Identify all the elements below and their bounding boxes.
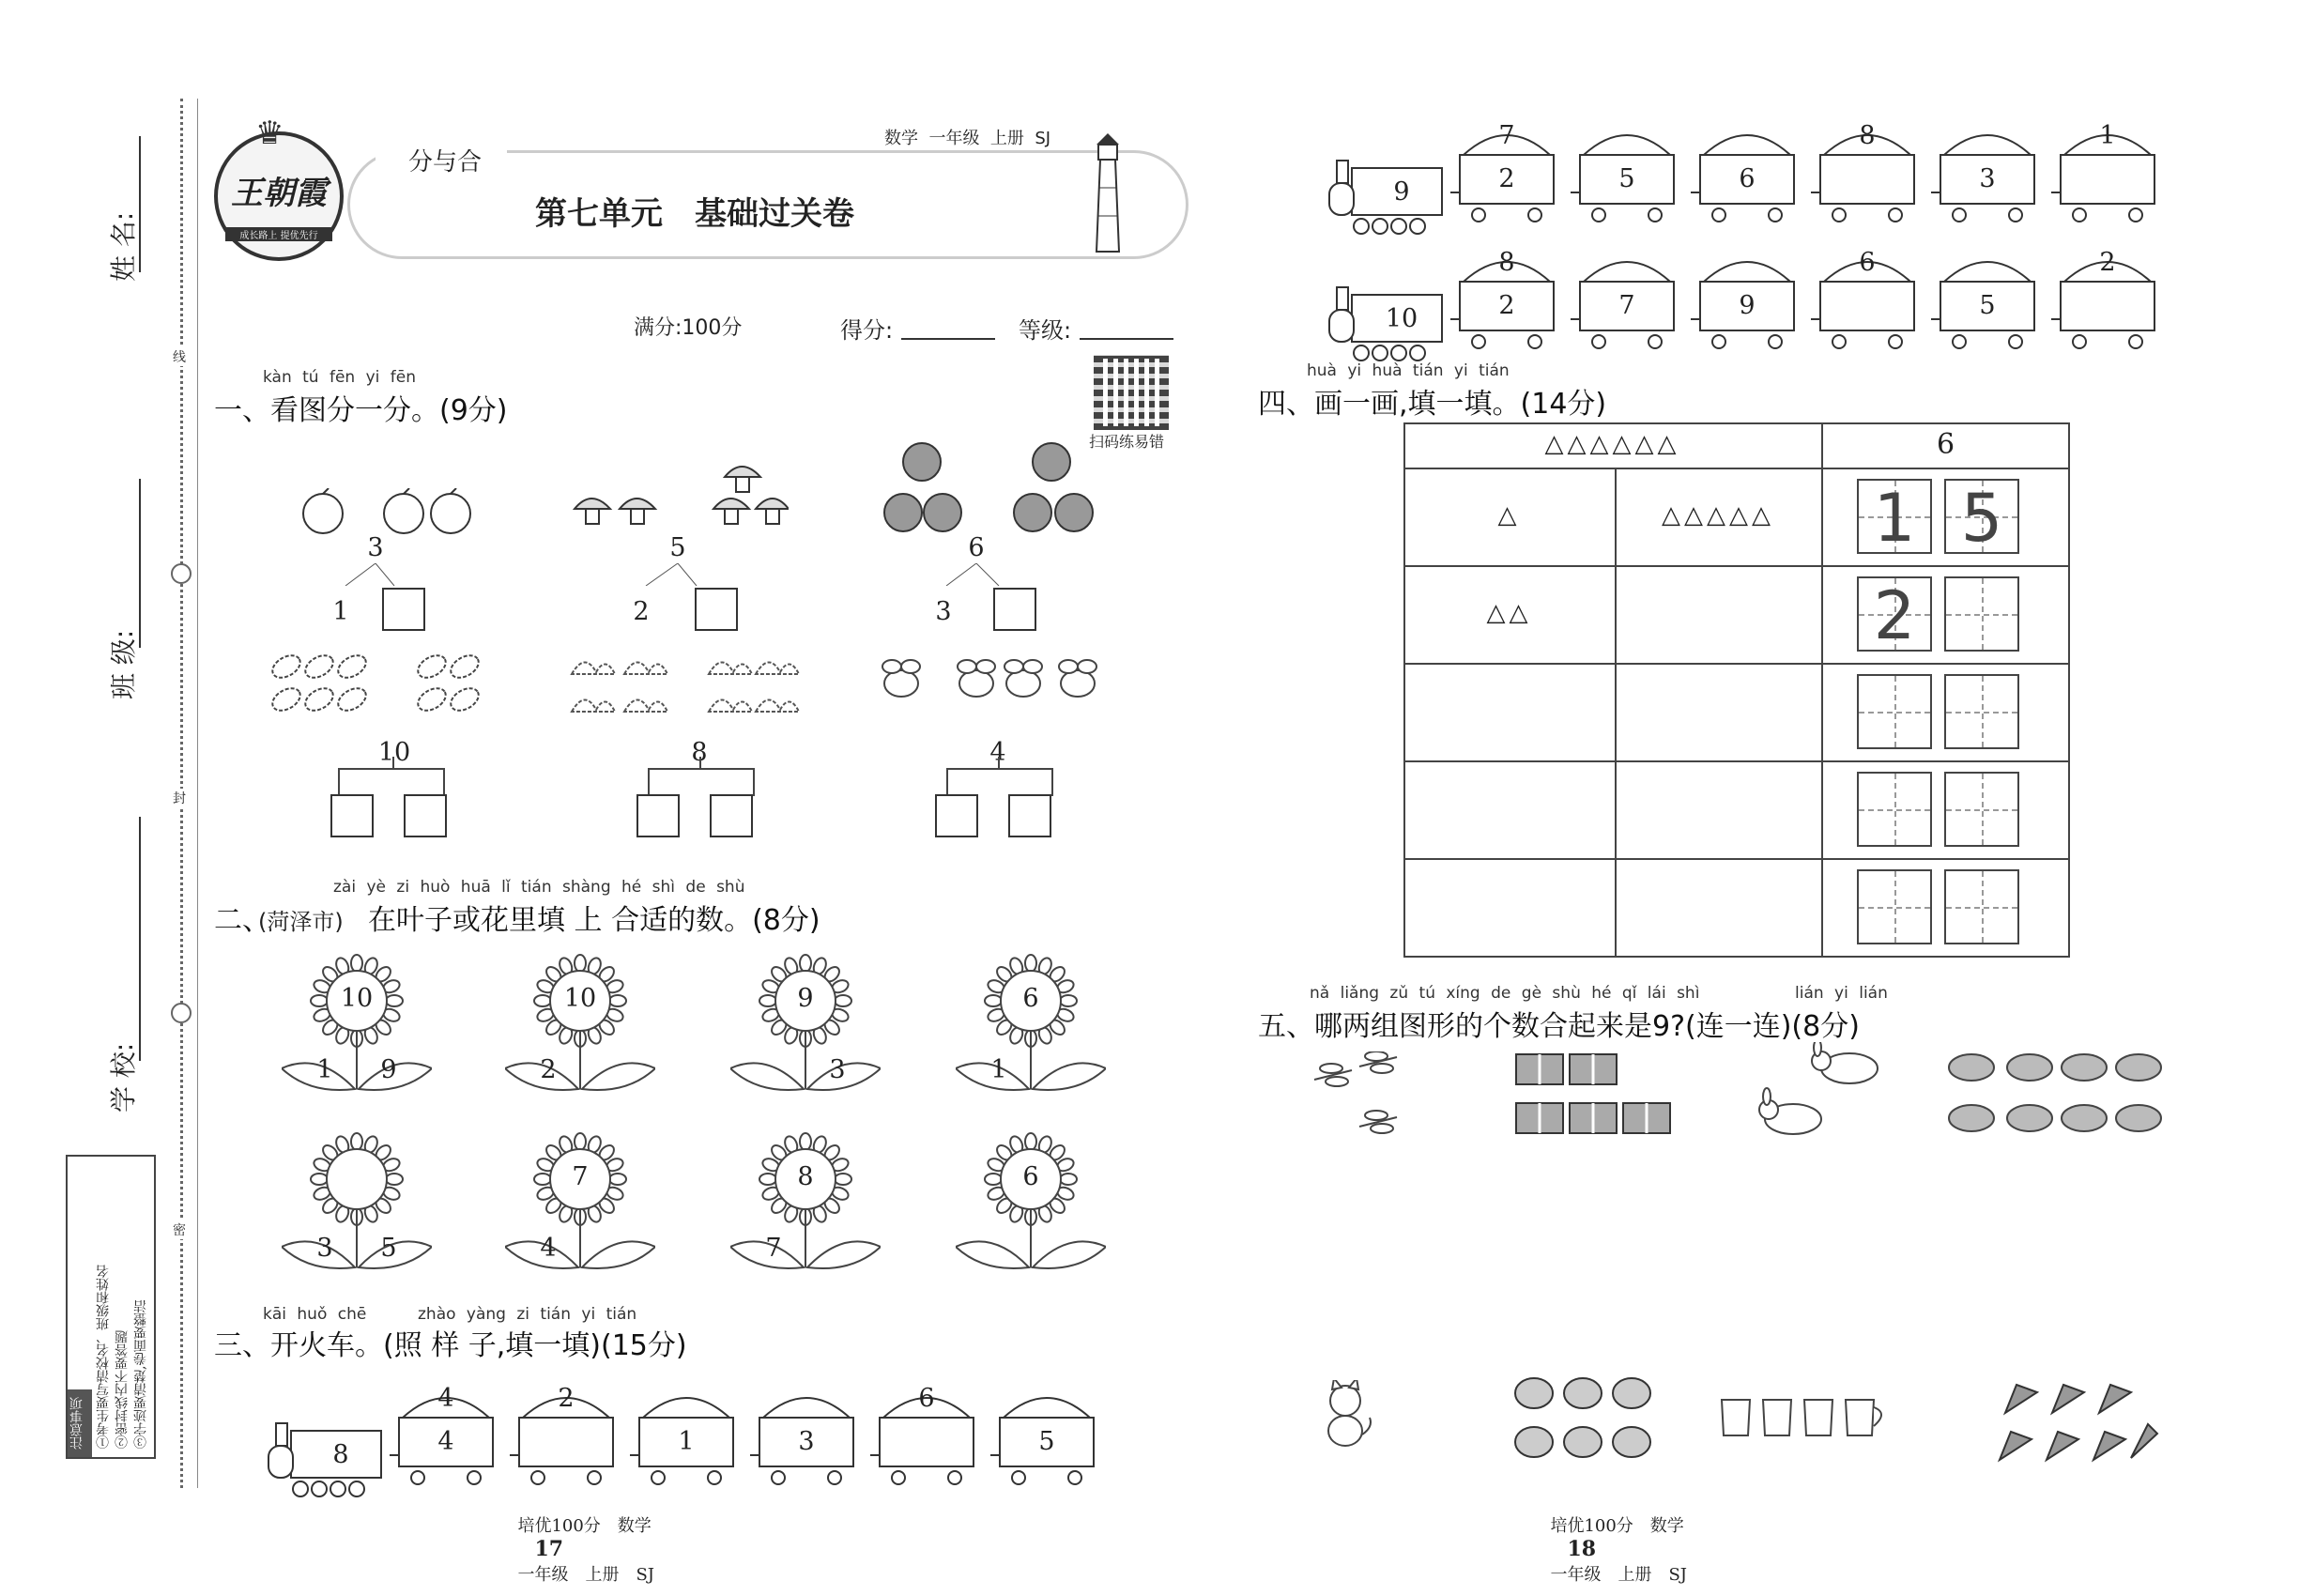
- table-header-number: 6: [1936, 428, 1955, 461]
- wagon-top-number: 2: [558, 1384, 575, 1413]
- footer-right-tail: 一年级 上册 SJ: [1550, 1565, 1687, 1585]
- q1-title: 一、看图分一分。(9分): [214, 394, 508, 427]
- q2-title: 在叶子或花里填 上 合适的数。(8分): [368, 904, 820, 937]
- tianzige-digit: [1946, 578, 2017, 650]
- q1-given-1: 1: [332, 597, 349, 626]
- q1-answer-box-6a[interactable]: [935, 794, 978, 837]
- engine-number: 8: [332, 1440, 349, 1469]
- school-line[interactable]: [139, 817, 141, 1061]
- q1-answer-box-4a[interactable]: [330, 794, 374, 837]
- tianzige-box[interactable]: [1857, 576, 1932, 652]
- seal-mark-line: 线: [173, 347, 186, 366]
- engine-number: 9: [1393, 177, 1410, 207]
- flower-center: 8: [797, 1162, 814, 1191]
- q1-answer-box-4b[interactable]: [404, 794, 447, 837]
- q1-branch-4: [338, 768, 445, 796]
- train-wagon: [990, 1380, 1103, 1502]
- q1-total-3: 6: [968, 533, 985, 562]
- brand-name: 王朝霞: [231, 175, 327, 212]
- tianzige-box[interactable]: [1944, 479, 2019, 557]
- train-engine: [1324, 282, 1446, 366]
- cup-group[interactable]: [1718, 1394, 1896, 1441]
- flower: [282, 948, 432, 1098]
- seal-circle-1: [171, 563, 192, 584]
- brand-tag: 成长路上 提优先行: [225, 227, 332, 241]
- q1-total-6: 4: [989, 738, 1006, 767]
- notice-1: ①考生要写清校名、班级和姓名: [96, 1265, 111, 1449]
- tianzige-digit: 5: [1960, 480, 2003, 557]
- flower: [730, 1127, 881, 1277]
- score-label: 得分:: [840, 317, 894, 344]
- rabbit-group[interactable]: [1756, 1042, 1887, 1141]
- q1-given-3: 3: [935, 597, 952, 626]
- fish-group[interactable]: [1943, 1047, 2169, 1141]
- cat-group[interactable]: [1319, 1380, 1375, 1448]
- col-divider: [1615, 468, 1617, 958]
- flower: [956, 948, 1106, 1098]
- flower-drawing: [505, 948, 655, 1098]
- wagon-bottom-number: 4: [437, 1427, 454, 1456]
- wagon-bottom-number: 2: [1498, 291, 1515, 320]
- q3-title: 三、开火车。(照 样 子,填一填)(15分): [214, 1329, 687, 1362]
- bird-group: [568, 648, 803, 723]
- wagon-bottom-number: 5: [1618, 164, 1635, 193]
- flower-center: 9: [797, 984, 814, 1013]
- name-label: 姓 名:: [108, 211, 139, 282]
- dragonfly-group[interactable]: [1305, 1051, 1408, 1141]
- tianzige-box[interactable]: [1857, 479, 1932, 557]
- row-divider: [1403, 760, 2070, 762]
- lighthouse-icon: [1089, 131, 1127, 253]
- tianzige-digit: [1859, 871, 1930, 943]
- leaf-left: 1: [990, 1055, 1007, 1084]
- notice-list: [94, 1162, 152, 1449]
- q5-title: 五、哪两组图形的个数合起来是9?(连一连)(8分): [1258, 1010, 1860, 1043]
- seal-circle-2: [171, 1003, 192, 1023]
- q1-total-5: 8: [691, 738, 708, 767]
- row-divider: [1403, 565, 2070, 567]
- school-label: 学 校:: [108, 1042, 139, 1113]
- q2-pinyin: zài yè zi huò huā lǐ tián shàng hé shì de shù: [333, 878, 745, 897]
- q1-branch-3: [939, 563, 1014, 586]
- footer-left-book: 培优100分 数学: [517, 1516, 652, 1536]
- tianzige-digit: [1946, 676, 2017, 747]
- train-wagon: [2051, 244, 2164, 366]
- train-engine: [263, 1418, 385, 1502]
- frog-group[interactable]: [1511, 1371, 1657, 1465]
- class-label: 班 级:: [108, 629, 139, 699]
- q1-answer-box-2[interactable]: [695, 588, 738, 631]
- engine-number: 10: [1385, 304, 1418, 333]
- q4-pinyin: huà yi huà tián yi tián: [1307, 361, 1510, 380]
- topic-label: 分与合: [408, 148, 483, 176]
- train-wagon: [510, 1380, 622, 1502]
- leaf-left: 2: [540, 1055, 557, 1084]
- flower-drawing: [282, 948, 432, 1098]
- tianzige-box[interactable]: [1944, 772, 2019, 847]
- wagon-bottom-number: 9: [1739, 291, 1756, 320]
- wagon-bottom-number: 7: [1618, 291, 1635, 320]
- footer-right: [1540, 1493, 1687, 1586]
- wagon-bottom-number: 3: [798, 1427, 815, 1456]
- tianzige-box[interactable]: [1857, 674, 1932, 749]
- leaf-left: 1: [316, 1055, 333, 1084]
- q4-title: 四、画一画,填一填。(14分): [1258, 388, 1607, 421]
- score-field[interactable]: [901, 338, 995, 340]
- footer-left: [507, 1493, 654, 1586]
- wagon-top-number: 4: [437, 1384, 454, 1413]
- meta-label: 数学 一年级 上册 SJ: [884, 129, 1051, 148]
- draw-cell-right: △△△△△: [1662, 501, 1774, 529]
- flower-drawing: [730, 948, 881, 1098]
- wagon-top-number: 6: [918, 1384, 935, 1413]
- notice-3: ③字迹要清楚,卷面要整洁: [133, 1299, 148, 1449]
- flower: [505, 1127, 655, 1277]
- train-engine: [1324, 155, 1446, 239]
- footer-left-tail: 一年级 上册 SJ: [517, 1565, 654, 1585]
- grade-label: 等级:: [1019, 317, 1072, 344]
- q1-answer-box-5a[interactable]: [636, 794, 680, 837]
- train-wagon: [1450, 117, 1563, 239]
- wagon-bottom-number: 2: [1498, 164, 1515, 193]
- flower-drawing: [956, 1127, 1106, 1277]
- q1-branch-4-stem: [392, 757, 394, 768]
- qr-code-mask: [1094, 355, 1169, 430]
- flower-drawing: [282, 1127, 432, 1277]
- flower-drawing: [505, 1127, 655, 1277]
- q1-branch-6-stem: [998, 757, 1000, 768]
- tianzige-box[interactable]: [1944, 869, 2019, 944]
- tianzige-box[interactable]: [1857, 869, 1932, 944]
- q1-total-2: 5: [669, 533, 686, 562]
- qr-caption: 扫码练易错: [1089, 433, 1165, 451]
- leaf-right: 5: [380, 1234, 397, 1263]
- flower-drawing: [730, 1127, 881, 1277]
- draw-cell-left: △△: [1486, 599, 1532, 627]
- name-line[interactable]: [139, 136, 141, 272]
- flower: [730, 948, 881, 1098]
- tianzige-box[interactable]: [1857, 772, 1932, 847]
- q1-total-1: 3: [367, 533, 384, 562]
- q1-total-4: 10: [377, 738, 411, 767]
- flower-center: 10: [563, 984, 597, 1013]
- draw-cell-left: △: [1497, 501, 1521, 529]
- wagon-top-number: 8: [1498, 248, 1515, 277]
- notice-2: ②密封线内不要答题: [115, 1330, 130, 1449]
- train-wagon: [630, 1380, 743, 1502]
- tianzige-box[interactable]: [1944, 576, 2019, 652]
- flower: [282, 1127, 432, 1277]
- carrot-group[interactable]: [1990, 1366, 2159, 1465]
- wagon-top-number: 8: [1859, 121, 1876, 150]
- q1-answer-box-1[interactable]: [382, 588, 425, 631]
- train-wagon: [1811, 244, 1924, 366]
- tianzige-digit: 2: [1873, 577, 1916, 654]
- q1-branch-2: [638, 563, 713, 586]
- leaf-right: 3: [829, 1055, 846, 1084]
- train-wagon: [1571, 244, 1683, 366]
- wagon-bottom-number: 5: [1979, 291, 1996, 320]
- apple-group: [300, 488, 488, 535]
- page-title: 第七单元 基础过关卷: [535, 195, 854, 233]
- leaf-left: 3: [316, 1234, 333, 1263]
- flower-drawing: [956, 948, 1106, 1098]
- flower: [505, 948, 655, 1098]
- table-header-shapes: △△△△△△: [1544, 430, 1680, 458]
- flower-center: 6: [1022, 984, 1039, 1013]
- q1-branch-1: [338, 563, 413, 586]
- flower-center: 10: [340, 984, 374, 1013]
- mushroom-group: [573, 451, 789, 535]
- flower-center: 6: [1022, 1162, 1039, 1191]
- q3-pinyin-1: kāi huǒ chē: [263, 1305, 367, 1324]
- q1-pinyin: kàn tú fēn yi fēn: [263, 368, 417, 387]
- bee-group: [873, 653, 1117, 710]
- train-wagon: [1931, 117, 2044, 239]
- brand-logo: [214, 115, 344, 261]
- q3-pinyin-2: zhào yàng zi tián yi tián: [418, 1305, 637, 1324]
- col-divider: [1821, 422, 1823, 958]
- q5-pinyin-1: nǎ liǎng zǔ tú xíng de gè shù hé qǐ lái shì: [1310, 984, 1700, 1003]
- wagon-top-number: 6: [1859, 248, 1876, 277]
- train-wagon: [1691, 244, 1803, 366]
- leaf-group: [268, 648, 502, 723]
- q2-city: (菏泽市): [258, 909, 344, 935]
- tianzige-digit: [1946, 871, 2017, 943]
- notice-box: [66, 1155, 156, 1459]
- q5-pinyin-2: lián yi lián: [1795, 984, 1888, 1003]
- train-wagon: [1571, 117, 1683, 239]
- leaf-left: 7: [765, 1234, 782, 1263]
- q1-given-2: 2: [633, 597, 650, 626]
- q1-answer-box-6b[interactable]: [1008, 794, 1051, 837]
- leaf-left: 4: [540, 1234, 557, 1263]
- grade-field[interactable]: [1080, 338, 1173, 340]
- seal-mark-mi: 密: [173, 1220, 186, 1239]
- class-line[interactable]: [139, 479, 141, 648]
- q1-branch-6: [946, 768, 1053, 796]
- gift-group[interactable]: [1511, 1047, 1699, 1141]
- wagon-bottom-number: 6: [1739, 164, 1756, 193]
- wagon-bottom-number: 3: [1979, 164, 1996, 193]
- full-score: 满分:100分: [634, 316, 743, 340]
- wagon-top-number: 1: [2099, 121, 2116, 150]
- train-wagon: [2051, 117, 2164, 239]
- q1-answer-box-3[interactable]: [993, 588, 1036, 631]
- tianzige-digit: [1859, 774, 1930, 845]
- tianzige-digit: [1946, 774, 2017, 845]
- tianzige-digit: 1: [1873, 480, 1916, 557]
- wagon-bottom-number: 5: [1038, 1427, 1055, 1456]
- q1-branch-5-stem: [699, 757, 701, 768]
- flower: [956, 1127, 1106, 1277]
- footer-right-page: 18: [1567, 1537, 1597, 1561]
- margin-divider: [197, 99, 198, 1488]
- train-wagon: [1450, 244, 1563, 366]
- footer-right-book: 培优100分 数学: [1550, 1516, 1684, 1536]
- notice-title: 注意事项: [68, 1389, 92, 1457]
- row-divider: [1403, 663, 2070, 665]
- seal-mark-feng: 封: [173, 789, 186, 807]
- wagon-top-number: 2: [2099, 248, 2116, 277]
- train-wagon: [750, 1380, 863, 1502]
- footer-left-page: 17: [534, 1537, 564, 1561]
- q2-number: 二、: [214, 904, 270, 937]
- train-wagon: [390, 1380, 502, 1502]
- leaf-right: 9: [380, 1055, 397, 1084]
- train-wagon: [1811, 117, 1924, 239]
- train-wagon: [1691, 117, 1803, 239]
- row-divider: [1403, 858, 2070, 860]
- train-wagon: [1931, 244, 2044, 366]
- tianzige-box[interactable]: [1944, 674, 2019, 749]
- q1-answer-box-5b[interactable]: [710, 794, 753, 837]
- wagon-top-number: 7: [1498, 121, 1515, 150]
- q1-branch-5: [648, 768, 755, 796]
- wagon-bottom-number: 1: [678, 1427, 695, 1456]
- basketball-group: [882, 441, 1098, 535]
- row-divider: [1403, 468, 2070, 469]
- crown-icon: ♛: [255, 115, 284, 152]
- flower-center: 7: [572, 1162, 589, 1191]
- tianzige-digit: [1859, 676, 1930, 747]
- train-wagon: [870, 1380, 983, 1502]
